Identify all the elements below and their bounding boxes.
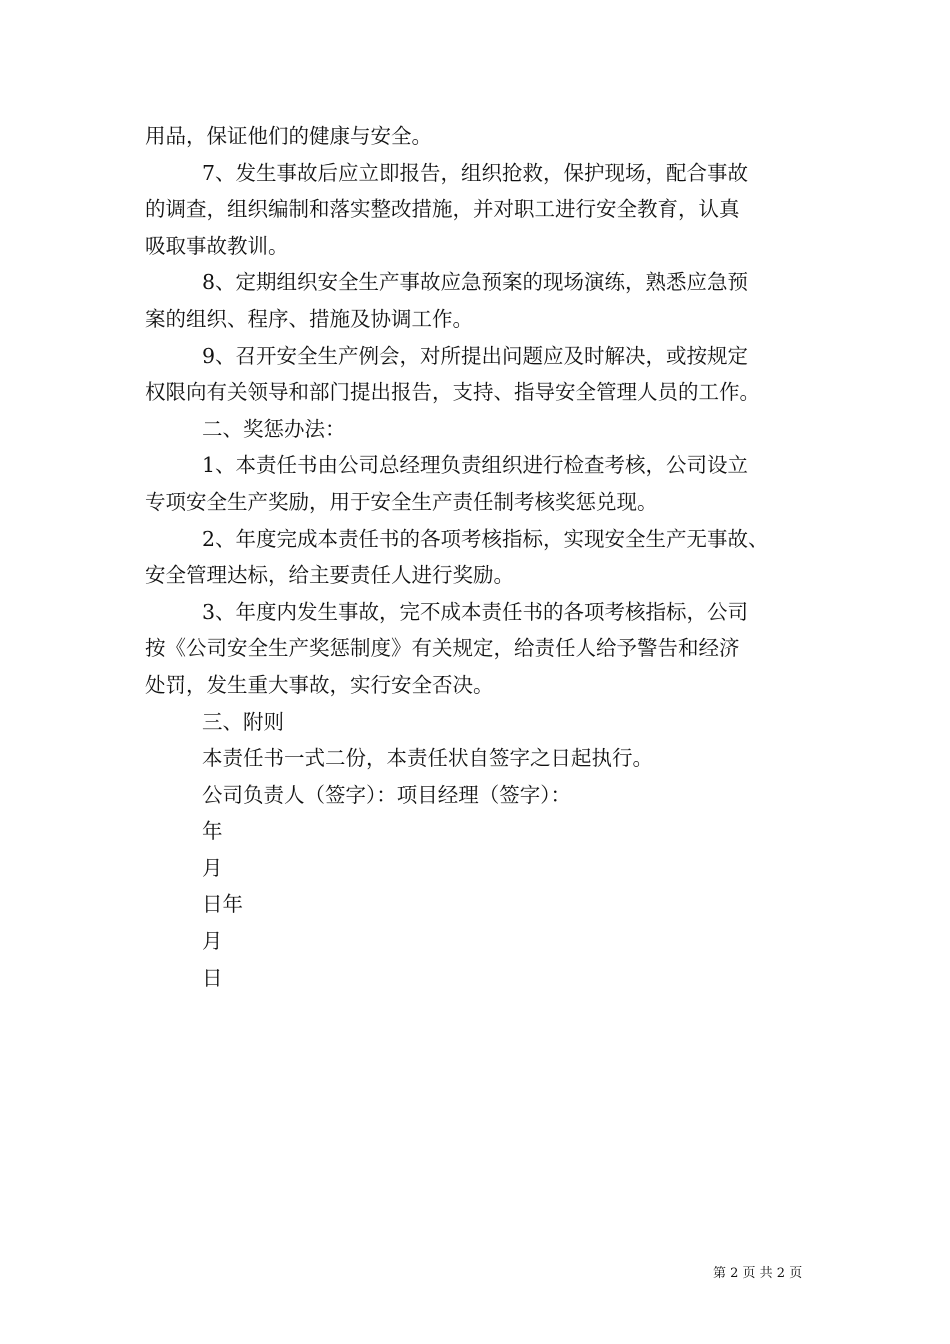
- paragraph-line: 7、发生事故后应立即报告，组织抢救，保护现场，配合事故: [202, 160, 749, 185]
- paragraph-line: 2、年度完成本责任书的各项考核指标，实现安全生产无事故、: [202, 526, 769, 551]
- paragraph-line: 3、年度内发生事故，完不成本责任书的各项考核指标，公司: [202, 599, 749, 624]
- paragraph-line: 用品，保证他们的健康与安全。: [145, 124, 432, 148]
- date-line: 日: [202, 965, 223, 990]
- signature-line: 公司负责人（签字）：项目经理（签字）：: [202, 782, 571, 807]
- paragraph-line: 权限向有关领导和部门提出报告，支持、指导安全管理人员的工作。: [145, 380, 760, 405]
- paragraph-line: 吸取事故教训。: [145, 233, 289, 258]
- paragraph-line: 处罚，发生重大事故，实行安全否决。: [145, 672, 494, 697]
- paragraph-line: 安全管理达标，给主要责任人进行奖励。: [145, 563, 514, 588]
- date-line: 月: [202, 929, 223, 954]
- paragraph-line: 案的组织、程序、措施及协调工作。: [145, 306, 473, 331]
- paragraph-line: 按《公司安全生产奖惩制度》有关规定，给责任人给予警告和经济: [145, 636, 740, 661]
- date-line: 日年: [202, 892, 243, 917]
- section-heading: 二、奖惩办法：: [202, 416, 346, 441]
- paragraph-line: 1、本责任书由公司总经理负责组织进行检查考核，公司设立: [202, 453, 749, 478]
- date-line: 年: [202, 819, 223, 844]
- paragraph-line: 8、定期组织安全生产事故应急预案的现场演练，熟悉应急预: [202, 270, 749, 295]
- paragraph-line: 专项安全生产奖励，用于安全生产责任制考核奖惩兑现。: [145, 489, 658, 514]
- document-body: [145, 118, 810, 996]
- paragraph-line: 的调查，组织编制和落实整改措施，并对职工进行安全教育，认真: [145, 197, 740, 222]
- date-line: 月: [202, 855, 223, 880]
- section-heading: 三、附则: [202, 709, 284, 734]
- paragraph-line: 9、召开安全生产例会，对所提出问题应及时解决，或按规定: [202, 343, 749, 368]
- paragraph-line: 本责任书一式二份，本责任状自签字之日起执行。: [202, 746, 653, 771]
- page-number: 第 2 页 共 2 页: [713, 1266, 803, 1281]
